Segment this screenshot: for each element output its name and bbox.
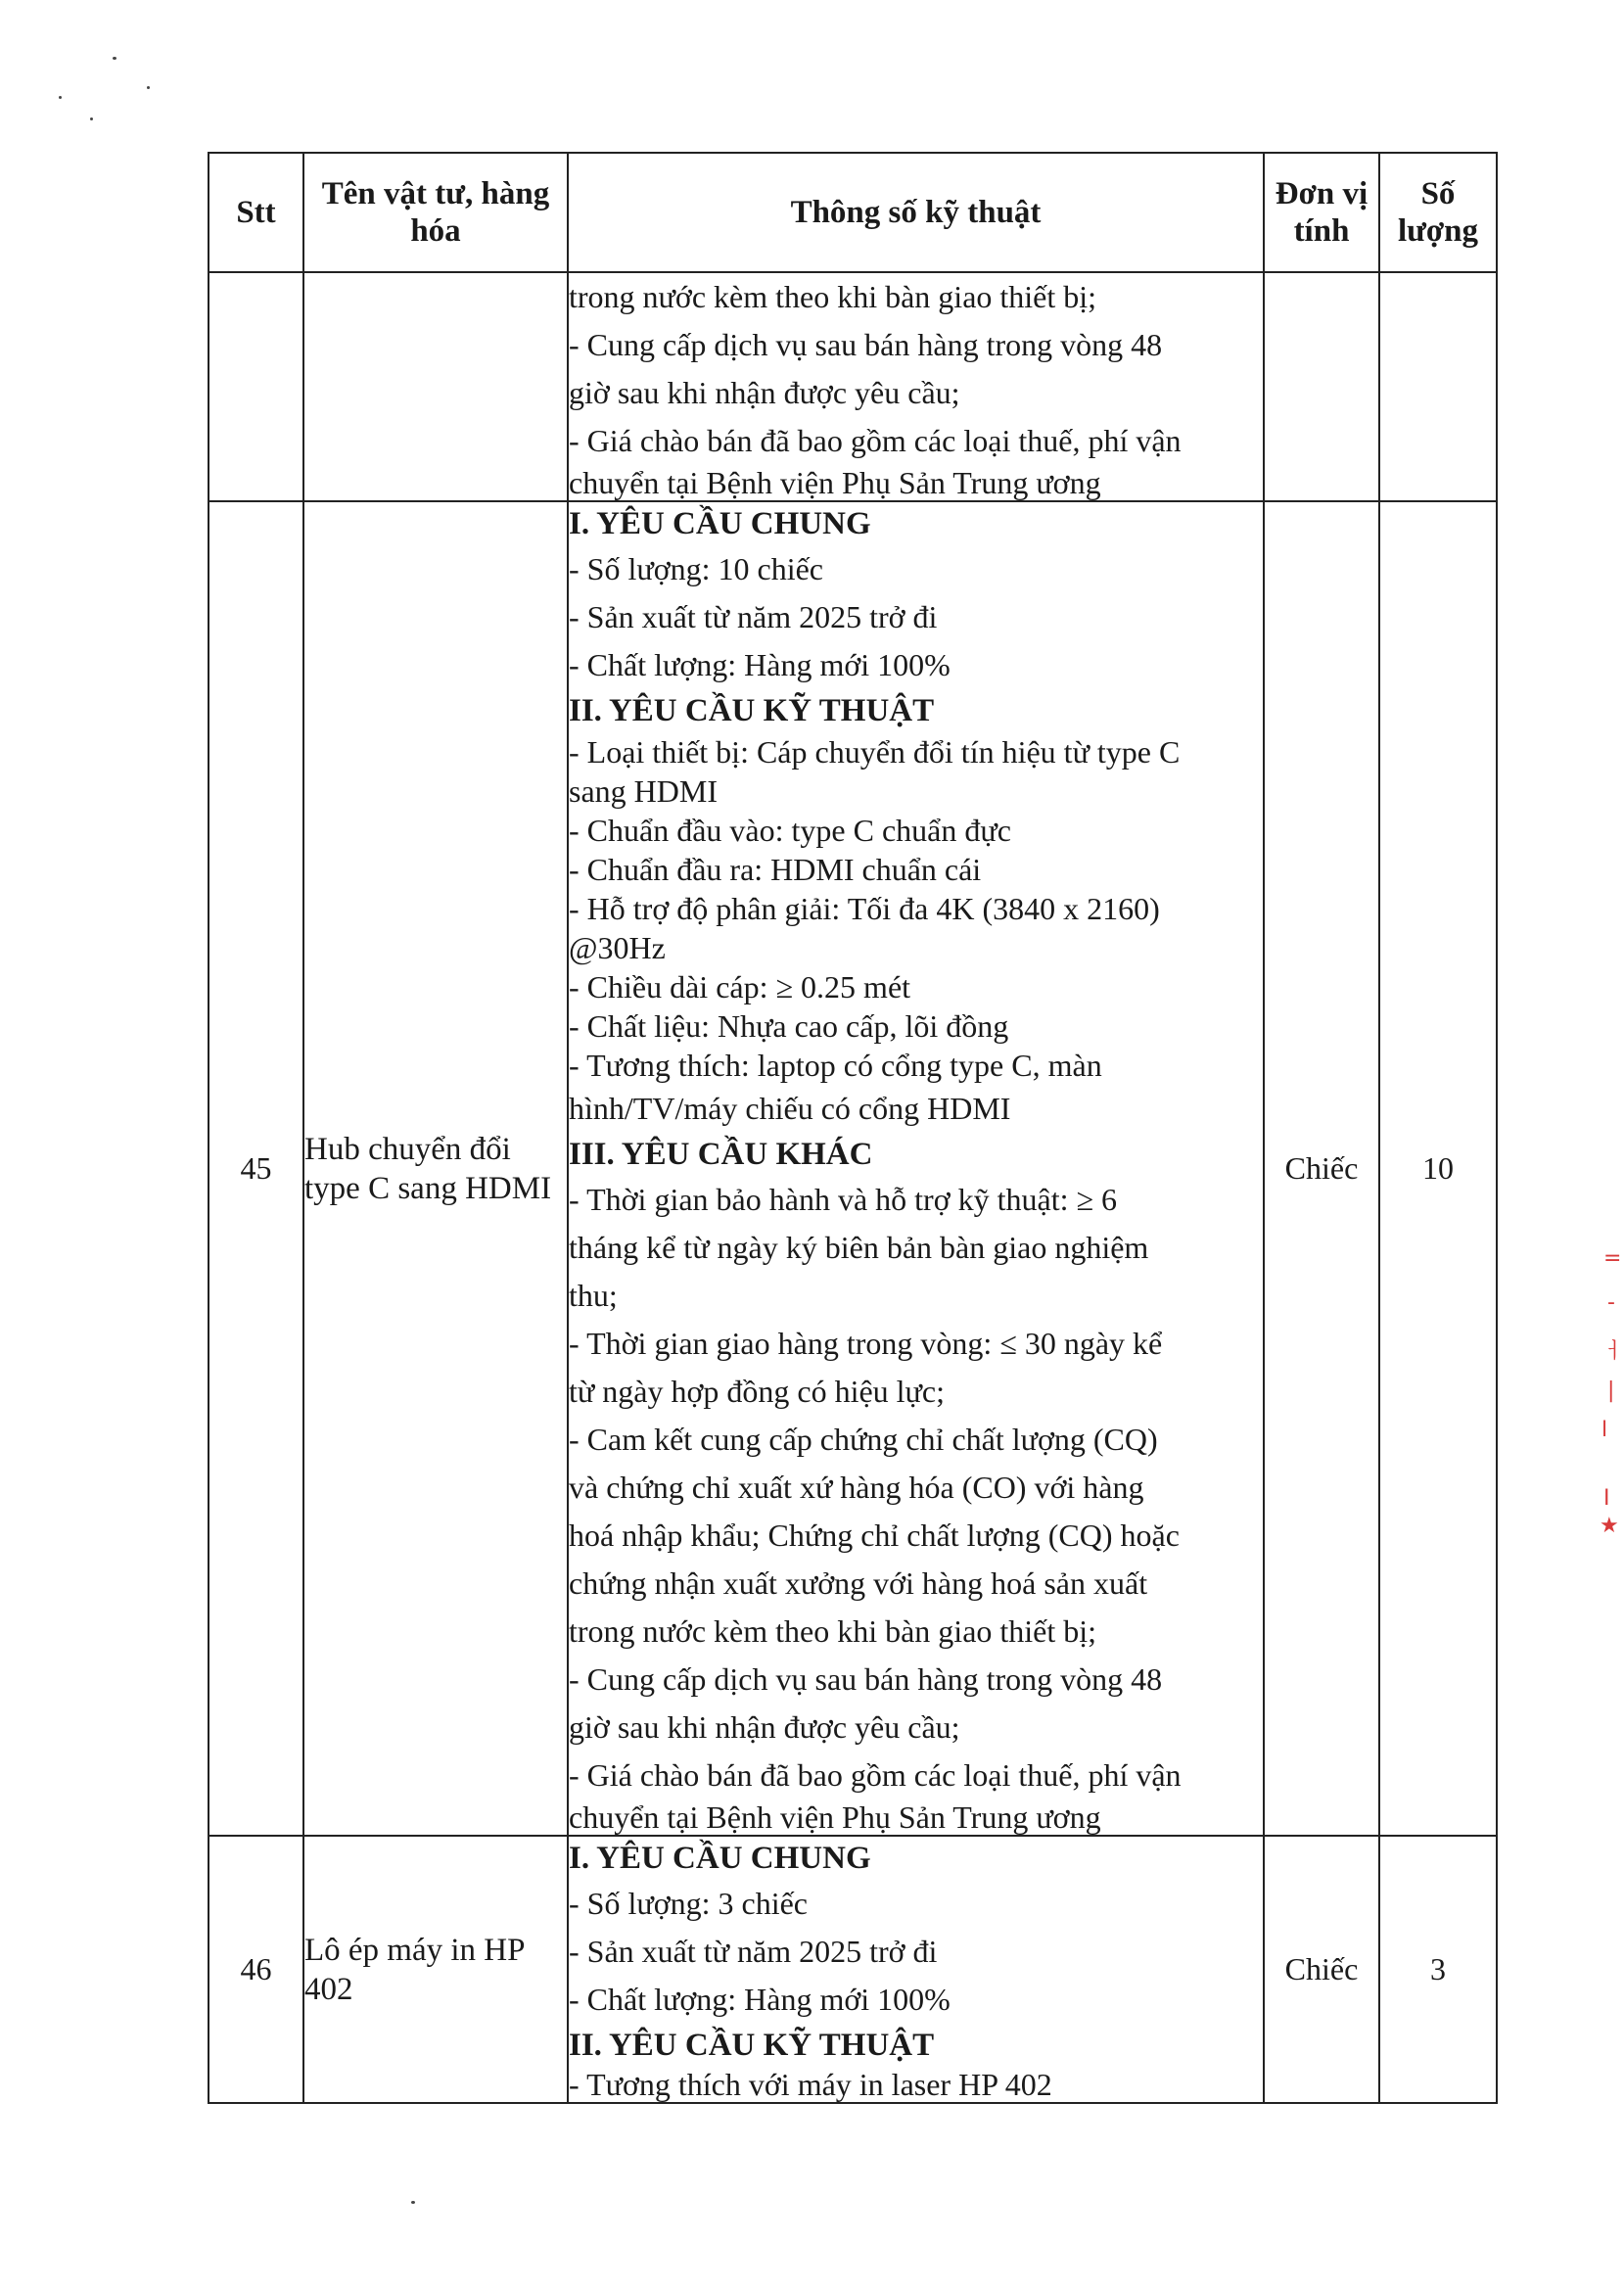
spec-line: chuyển tại Bệnh viện Phụ Sản Trung ương: [569, 465, 1101, 500]
stamp-edge-mark: I: [1603, 1486, 1610, 1511]
unit-cell: Chiếc: [1264, 1836, 1379, 2103]
spec-cell: [568, 272, 1264, 501]
quantity-cell: 10: [1379, 501, 1497, 1836]
spec-cell: [568, 501, 1264, 1836]
spec-line: - Cung cấp dịch vụ sau bán hàng trong vòng 48: [569, 1661, 1163, 1697]
table-header-row: [209, 153, 1497, 272]
spec-line: - Giá chào bán đã bao gồm các loại thuế, phí vận: [569, 423, 1182, 458]
spec-line: - Số lượng: 3 chiếc: [569, 1886, 808, 1921]
header-unit: Đơn vị tính: [1264, 153, 1379, 272]
spec-line: trong nước kèm theo khi bàn giao thiết bị;: [569, 279, 1097, 314]
table-row-continuation: [209, 272, 1497, 501]
spec-line: giờ sau khi nhận được yêu cầu;: [569, 1709, 960, 1745]
stt-cell: 45: [209, 501, 303, 1836]
spec-line: và chứng chỉ xuất xứ hàng hóa (CO) với hàng: [569, 1470, 1144, 1505]
spec-line: tháng kể từ ngày ký biên bản bàn giao nghiệm: [569, 1230, 1149, 1265]
spec-line: - Số lượng: 10 chiếc: [569, 551, 823, 586]
stamp-edge-mark: =: [1603, 1246, 1622, 1271]
item-name-cell: [303, 272, 568, 501]
scan-speck: [147, 86, 150, 89]
stamp-edge-mark: -: [1607, 1290, 1615, 1315]
spec-line: - Loại thiết bị: Cáp chuyển đổi tín hiệu từ type C: [569, 734, 1181, 770]
spec-line: - Chuẩn đầu ra: HDMI chuẩn cái: [569, 852, 982, 887]
item-name-cell: Lô ép máy in HP 402: [303, 1836, 568, 2103]
header-quantity: Số lượng: [1379, 153, 1497, 272]
specification-table: [208, 152, 1498, 2104]
spec-line: @30Hz: [569, 930, 666, 965]
spec-line: - Chất lượng: Hàng mới 100%: [569, 647, 951, 682]
spec-line: trong nước kèm theo khi bàn giao thiết bị;: [569, 1613, 1097, 1649]
spec-heading: III. YÊU CẦU KHÁC: [569, 1137, 873, 1172]
spec-line: hoá nhập khẩu; Chứng chỉ chất lượng (CQ) hoặc: [569, 1518, 1180, 1553]
spec-line: - Giá chào bán đã bao gồm các loại thuế, phí vận: [569, 1757, 1182, 1793]
stamp-edge-mark: ㅓ: [1603, 1339, 1624, 1364]
table-row: [209, 1836, 1497, 2103]
spec-line: - Tương thích với máy in laser HP 402: [569, 2067, 1052, 2102]
spec-line: chuyển tại Bệnh viện Phụ Sản Trung ương: [569, 1799, 1101, 1835]
spec-line: - Chuẩn đầu vào: type C chuẩn đực: [569, 813, 1011, 848]
header-item-name: Tên vật tư, hàng hóa: [303, 153, 568, 272]
table-row: [209, 501, 1497, 1836]
quantity-cell: [1379, 272, 1497, 501]
header-specification: Thông số kỹ thuật: [568, 153, 1264, 272]
spec-line: - Chất liệu: Nhựa cao cấp, lõi đồng: [569, 1008, 1009, 1044]
scan-speck: [90, 117, 93, 120]
stt-cell: 46: [209, 1836, 303, 2103]
spec-line: - Hỗ trợ độ phân giải: Tối đa 4K (3840 x 2160): [569, 891, 1160, 926]
scan-speck: [411, 2201, 415, 2204]
spec-line: chứng nhận xuất xưởng với hàng hoá sản xuất: [569, 1565, 1148, 1601]
spec-heading: II. YÊU CẦU KỸ THUẬT: [569, 2028, 935, 2063]
spec-heading: II. YÊU CẦU KỸ THUẬT: [569, 693, 935, 728]
spec-heading: I. YÊU CẦU CHUNG: [569, 1841, 871, 1876]
spec-line: - Sản xuất từ năm 2025 trở đi: [569, 1934, 938, 1969]
spec-line: hình/TV/máy chiếu có cổng HDMI: [569, 1091, 1011, 1126]
scan-speck: [59, 96, 62, 99]
stt-cell: [209, 272, 303, 501]
spec-cell: [568, 1836, 1264, 2103]
scan-speck: [113, 57, 116, 60]
stamp-edge-mark: ★: [1600, 1514, 1619, 1538]
spec-line: - Tương thích: laptop có cổng type C, màn: [569, 1048, 1102, 1083]
spec-line: sang HDMI: [569, 773, 718, 809]
quantity-cell: 3: [1379, 1836, 1497, 2103]
spec-line: - Cung cấp dịch vụ sau bán hàng trong vòng 48: [569, 327, 1163, 362]
item-name-cell: Hub chuyển đổi type C sang HDMI: [303, 501, 568, 1836]
spec-line: - Sản xuất từ năm 2025 trở đi: [569, 599, 938, 634]
spec-line: từ ngày hợp đồng có hiệu lực;: [569, 1374, 945, 1409]
spec-line: - Chất lượng: Hàng mới 100%: [569, 1982, 951, 2017]
spec-line: giờ sau khi nhận được yêu cầu;: [569, 375, 960, 410]
spec-heading: I. YÊU CẦU CHUNG: [569, 506, 871, 541]
header-stt: Stt: [209, 153, 303, 272]
unit-cell: Chiếc: [1264, 501, 1379, 1836]
spec-line: - Thời gian bảo hành và hỗ trợ kỹ thuật: ≥ 6: [569, 1182, 1118, 1217]
stamp-edge-mark: ا: [1601, 1418, 1608, 1442]
unit-cell: [1264, 272, 1379, 501]
stamp-edge-mark: |: [1607, 1378, 1615, 1403]
spec-line: - Thời gian giao hàng trong vòng: ≤ 30 ngày kể: [569, 1326, 1163, 1361]
spec-line: - Cam kết cung cấp chứng chỉ chất lượng (CQ): [569, 1422, 1158, 1457]
spec-line: - Chiều dài cáp: ≥ 0.25 mét: [569, 969, 911, 1004]
spec-line: thu;: [569, 1278, 618, 1313]
